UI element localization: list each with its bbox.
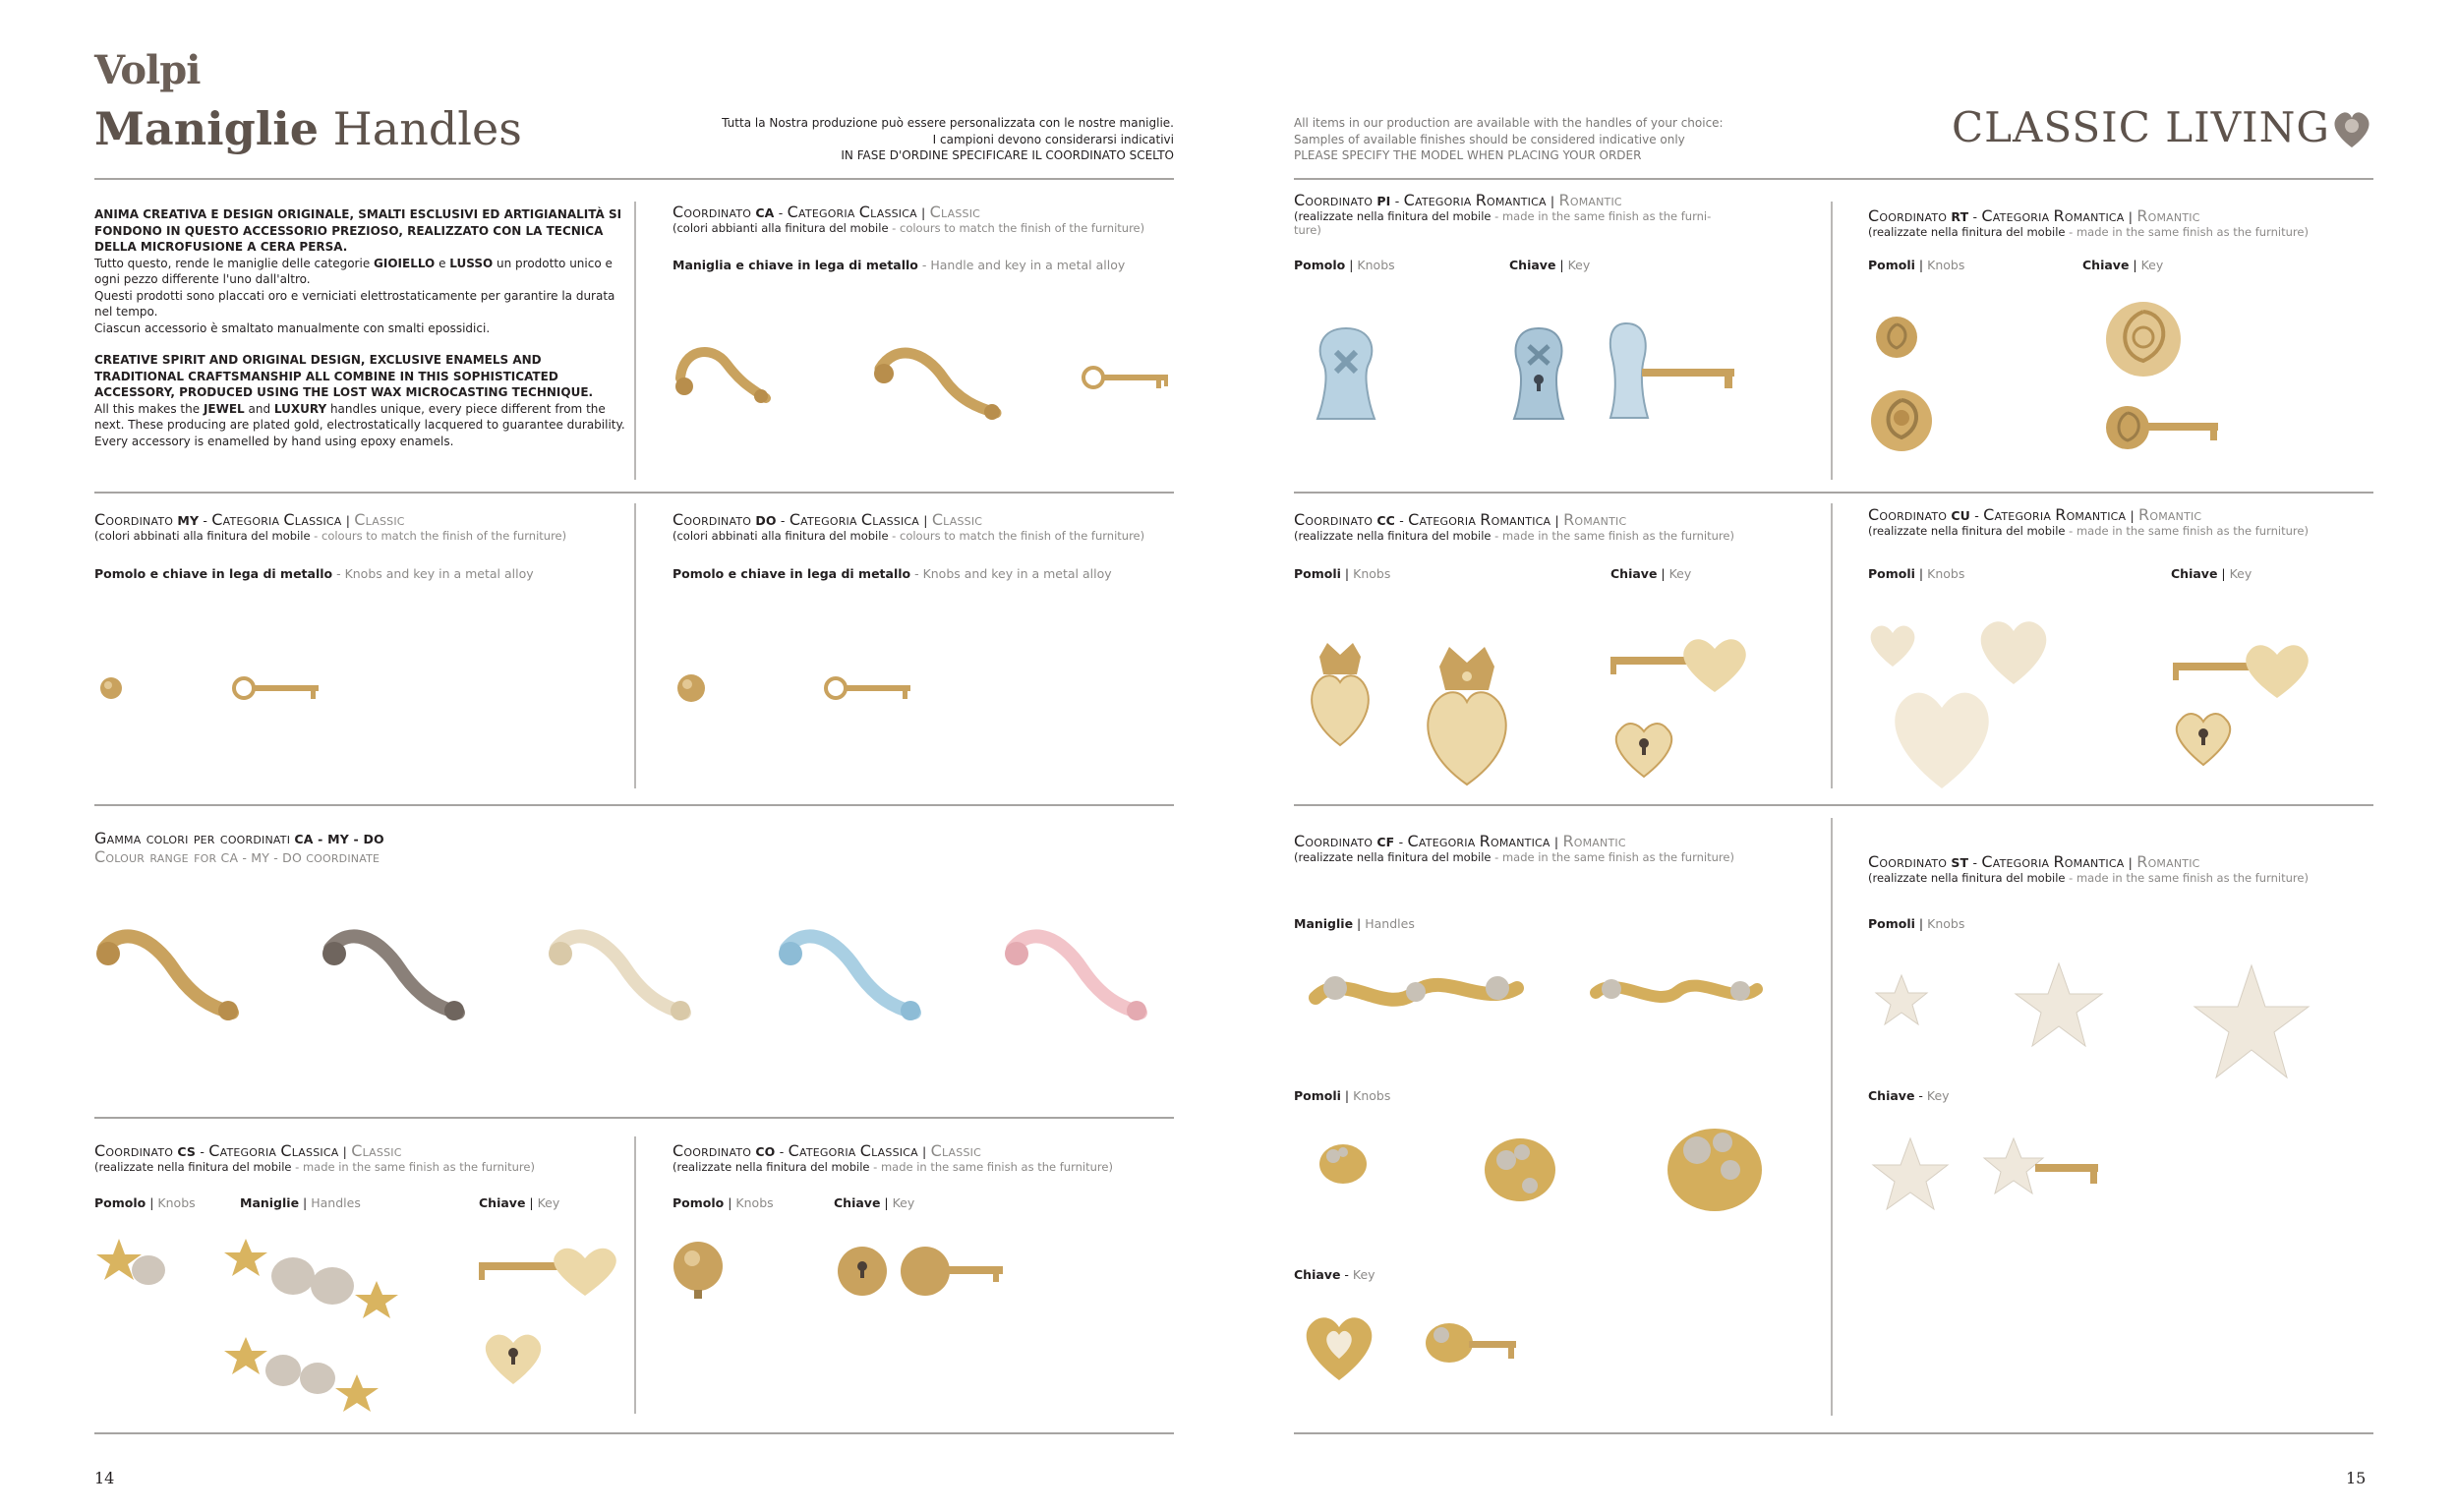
heart-escutcheon-icon	[1612, 718, 1675, 779]
rose-knob-icon	[1866, 388, 1937, 453]
label-knobs: Pomolo | Knobs	[673, 1195, 774, 1210]
section-cf-desc: (realizzate nella finitura del mobile - made in the same finish as the furniture)	[1294, 850, 1734, 864]
divider	[1831, 202, 1833, 480]
section-cs-desc: (realizzate nella finitura del mobile - made in the same finish as the furniture)	[94, 1160, 535, 1174]
section-cu-desc: (realizzate nella finitura del mobile - made in the same finish as the furniture)	[1868, 524, 2309, 538]
section-pi-title: Coordinato PI - Categoria Romantica | Romantic	[1294, 191, 1622, 209]
heart-escutcheon-icon	[482, 1329, 545, 1386]
flower-knob-icon	[1316, 1138, 1369, 1188]
scroll-handle-icon	[673, 339, 771, 410]
scroll-handle-icon	[870, 339, 1003, 423]
label-handles: Maniglie | Handles	[240, 1195, 361, 1210]
section-cu-title: Coordinato CU - Categoria Romantica | Romantic	[1868, 505, 2202, 524]
section-co-desc: (realizzate nella finitura del mobile - made in the same finish as the furniture)	[673, 1160, 1113, 1174]
section-ca-desc: (colori abbianti alla finitura del mobile - colours to match the finish of the furniture)	[673, 221, 1145, 235]
heart-rose-icon	[2332, 108, 2371, 149]
right-note: All items in our production are available with the handles of your choice: Samples of available finishes should be considered indicative only PLEASE SPECIFY THE MODEL WHEN PLACING YOUR ORDER	[1294, 116, 1724, 162]
star-knob-icon	[2014, 961, 2104, 1050]
key-icon	[824, 674, 914, 704]
section-do-desc: (colori abbinati alla finitura del mobile - colours to match the finish of the furniture)	[673, 529, 1145, 543]
label-knobs: Pomoli | Knobs	[1294, 566, 1391, 581]
divider	[634, 503, 636, 788]
flower-handle-icon	[1306, 959, 1527, 1027]
ghost-escutcheon-icon	[1508, 324, 1569, 423]
label-knobs: Pomolo | Knobs	[1294, 258, 1395, 272]
label-key: Chiave | Key	[479, 1195, 560, 1210]
section-rt-title: Coordinato RT - Categoria Romantica | Romantic	[1868, 206, 2200, 225]
star-handle-icon	[224, 1335, 381, 1414]
label-knobs: Pomoli | Knobs	[1868, 916, 1965, 931]
crown-heart-knob-icon	[1420, 641, 1514, 788]
divider	[1294, 492, 2373, 494]
divider	[94, 1117, 1174, 1119]
section-do-title: Coordinato DO - Categoria Classica | Classic	[673, 510, 983, 529]
label-key: Chiave | Key	[1509, 258, 1591, 272]
star-knob-icon	[94, 1237, 173, 1298]
cream-handle-icon	[547, 924, 694, 1022]
rose-key-icon	[2102, 403, 2224, 452]
divider	[634, 202, 636, 480]
section-cf-title: Coordinato CF - Categoria Romantica | Romantic	[1294, 832, 1626, 850]
section-my-label: Pomolo e chiave in lega di metallo - Knobs and key in a metal alloy	[94, 566, 534, 581]
grey-handle-icon	[321, 924, 468, 1022]
section-cc-desc: (realizzate nella finitura del mobile - made in the same finish as the furniture)	[1294, 529, 1734, 543]
crown-heart-knob-icon	[1306, 639, 1375, 749]
rose-escutcheon-icon	[2104, 300, 2183, 378]
label-key: Chiave | Key	[1610, 566, 1692, 581]
label-knobs: Pomoli | Knobs	[1868, 258, 1965, 272]
colour-range-title: Gamma colori per coordinati CA - MY - DO	[94, 829, 384, 847]
divider	[94, 178, 1174, 180]
star-escutcheon-icon	[1872, 1136, 1949, 1211]
label-knobs: Pomoli | Knobs	[1868, 566, 1965, 581]
flower-knob-icon	[1662, 1121, 1768, 1215]
blue-handle-icon	[777, 924, 924, 1022]
label-key: Chiave - Key	[1294, 1267, 1375, 1282]
label-knobs: Pomoli | Knobs	[1294, 1088, 1391, 1103]
label-key: Chiave | Key	[834, 1195, 915, 1210]
ghost-knob-icon	[1312, 324, 1380, 423]
divider	[1294, 804, 2373, 806]
label-key: Chiave - Key	[1868, 1088, 1950, 1103]
page-title	[94, 102, 522, 155]
ghost-key-icon	[1603, 320, 1740, 424]
label-knobs: Pomolo | Knobs	[94, 1195, 196, 1210]
section-my-title: Coordinato MY - Categoria Classica | Classic	[94, 510, 405, 529]
gold-handle-icon	[94, 924, 242, 1022]
divider	[634, 1136, 636, 1414]
star-knob-icon	[2191, 963, 2312, 1081]
page-number: 14	[94, 1469, 115, 1487]
section-cs-title: Coordinato CS - Categoria Classica | Classic	[94, 1141, 402, 1160]
title-bold: Maniglie	[94, 102, 320, 155]
knob-icon	[673, 1241, 726, 1300]
collection-title: CLASSIC LIVING	[1952, 103, 2330, 151]
section-pi-desc: (realizzate nella finitura del mobile - made in the same finish as the furni- ture)	[1294, 209, 1712, 237]
divider	[1831, 818, 1833, 1416]
section-st-desc: (realizzate nella finitura del mobile - made in the same finish as the furniture)	[1868, 871, 2309, 885]
knob-icon	[98, 675, 124, 701]
section-ca-label: Maniglia e chiave in lega di metallo - Handle and key in a metal alloy	[673, 258, 1126, 272]
key-icon	[1082, 364, 1172, 393]
key-icon	[232, 674, 322, 704]
section-cc-title: Coordinato CC - Categoria Romantica | Romantic	[1294, 510, 1627, 529]
section-ca-title: Coordinato CA - Categoria Classica | Classic	[673, 203, 981, 221]
rose-knob-icon	[1870, 315, 1923, 360]
label-handles: Maniglie | Handles	[1294, 916, 1415, 931]
divider	[1294, 1432, 2373, 1434]
divider	[94, 804, 1174, 806]
label-key: Chiave | Key	[2171, 566, 2252, 581]
heart-key-icon	[1610, 633, 1746, 696]
page-number: 15	[2346, 1469, 2367, 1487]
divider	[1831, 503, 1833, 788]
section-rt-desc: (realizzate nella finitura del mobile - made in the same finish as the furniture)	[1868, 225, 2309, 239]
flower-key-icon	[1422, 1317, 1520, 1376]
label-key: Chiave | Key	[2082, 258, 2164, 272]
heart-knob-icon	[1868, 621, 1917, 669]
section-st-title: Coordinato ST - Categoria Romantica | Romantic	[1868, 852, 2200, 871]
pink-handle-icon	[1003, 924, 1150, 1022]
heart-key-icon	[2173, 639, 2309, 702]
heart-knob-icon	[1888, 680, 1996, 790]
divider	[1294, 178, 2373, 180]
heart-knob-icon	[1976, 615, 2051, 686]
star-knob-icon	[1874, 973, 1929, 1028]
knob-icon	[675, 672, 707, 704]
section-do-label: Pomolo e chiave in lega di metallo - Knobs and key in a metal alloy	[673, 566, 1112, 581]
colour-range-subtitle: Colour range for CA - MY - DO coordinate	[94, 847, 380, 866]
flower-handle-icon	[1588, 963, 1765, 1022]
section-co-title: Coordinato CO - Categoria Classica | Classic	[673, 1141, 981, 1160]
escutcheon-icon	[836, 1245, 889, 1298]
heart-escutcheon-icon	[2173, 708, 2234, 767]
star-handle-icon	[224, 1237, 421, 1325]
intro-text: ANIMA CREATIVA E DESIGN ORIGINALE, SMALTI ESCLUSIVI ED ARTIGIANALITÀ SI FONDONO IN QUESTO ACCESSORIO PREZIOSO, REALIZZATO CON LA TECNICA DELLA MICROFUSIONE A CERA PERSA. Tutto questo, rende le maniglie delle categorie GIOIELLO e LUSSO un prodotto unico e ogni pezzo differente l'uno dall'altro. Questi prodotti sono placcati oro e verniciati elettrostaticamente per garantire la durata nel tempo. Ciascun accessorio è smaltato manualmente con smalti epossidici. CREATIVE SPIRIT AND ORIGINAL DESIGN, EXCLUSIVE ENAMELS AND TRADITIONAL CRAFTSMANSHIP ALL COMBINE IN THIS SOPHISTICATED ACCESSORY, PRODUCED USING THE LOST WAX MICROCASTING TECHNIQUE. All this makes the JEWEL and LUXURY handles unique, every piece different from the next. These producing are plated gold, electrostatically lacquered to guarantee durability. Every accessory is enamelled by hand using epoxy enamels.	[94, 207, 625, 448]
logo: Volpi	[94, 47, 201, 93]
key-icon	[899, 1245, 1007, 1298]
flower-knob-icon	[1479, 1131, 1559, 1205]
divider	[94, 492, 1174, 494]
heart-escutcheon-icon	[1302, 1311, 1376, 1382]
left-note: Tutta la Nostra produzione può essere personalizzata con le nostre maniglie. I campioni devono considerarsi indicativi IN FASE D'ORDINE SPECIFICARE IL COORDINATO SCELTO	[722, 116, 1174, 162]
heart-key-icon	[479, 1243, 616, 1302]
star-key-icon	[1984, 1136, 2104, 1201]
title-light: Handles	[332, 102, 522, 155]
divider	[94, 1432, 1174, 1434]
section-my-desc: (colori abbinati alla finitura del mobile - colours to match the finish of the furniture)	[94, 529, 567, 543]
